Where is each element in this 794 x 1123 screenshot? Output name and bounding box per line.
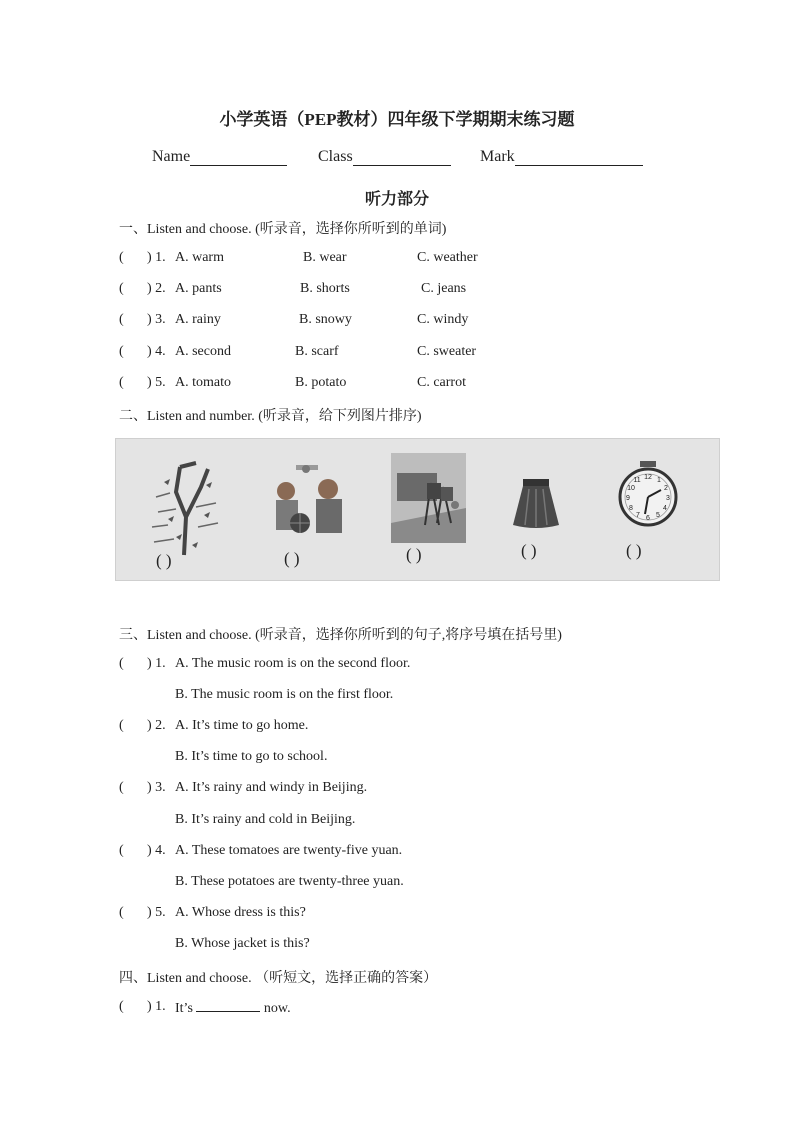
- picture-4-paren[interactable]: ( ): [521, 541, 537, 560]
- picture-1-paren[interactable]: ( ): [156, 551, 172, 570]
- svg-text:9: 9: [626, 495, 630, 502]
- s3-item-4-option-b: B. These potatoes are twenty-three yuan.: [175, 874, 404, 889]
- s3-item-5-num: ) 5.: [147, 905, 166, 920]
- boys-basketball-icon: [266, 461, 361, 551]
- section2-heading: 二、Listen and number. (听录音，给下列图片排序): [119, 409, 422, 424]
- s3-item-5-paren[interactable]: (: [119, 905, 124, 920]
- s4-item-1-sentence: [175, 999, 291, 1017]
- s3-item-3-option-b: B. It’s rainy and cold in Beijing.: [175, 812, 356, 827]
- svg-text:1: 1: [657, 477, 661, 484]
- s3-item-1-option-b: B. The music room is on the first floor.: [175, 687, 394, 702]
- mark-blank[interactable]: [515, 149, 643, 166]
- svg-text:2: 2: [664, 485, 668, 492]
- section-subtitle: 听力部分: [364, 191, 429, 208]
- s1-item-3-option-b: B. snowy: [299, 312, 352, 327]
- windy-tree-icon: [146, 457, 226, 557]
- svg-text:11: 11: [633, 477, 641, 484]
- picture-5-paren[interactable]: ( ): [626, 541, 642, 560]
- svg-text:8: 8: [629, 505, 633, 512]
- class-field[interactable]: [318, 148, 451, 166]
- svg-text:3: 3: [666, 495, 670, 502]
- s4-item-1-pre: It’s: [175, 1001, 193, 1016]
- clock-icon: [618, 461, 678, 527]
- s1-item-2-option-a: A. pants: [175, 281, 222, 296]
- s1-item-5-num: ) 5.: [147, 375, 166, 390]
- answer-paren[interactable]: (: [119, 312, 124, 327]
- name-label: Name: [152, 148, 191, 165]
- skirt-icon: [511, 477, 561, 532]
- s1-item-2-num: ) 2.: [147, 281, 166, 296]
- s3-item-4-paren[interactable]: (: [119, 843, 124, 858]
- name-field[interactable]: [152, 148, 287, 166]
- s1-item-5-option-a: A. tomato: [175, 375, 231, 390]
- s4-item-1-paren[interactable]: (: [119, 999, 124, 1014]
- s1-item-5-option-c: C. carrot: [417, 375, 466, 390]
- s1-item-4-option-b: B. scarf: [295, 344, 339, 359]
- s1-item-1-option-b: B. wear: [303, 250, 347, 265]
- answer-paren[interactable]: (: [119, 344, 124, 359]
- class-blank[interactable]: [353, 149, 451, 166]
- s3-item-1-paren[interactable]: (: [119, 656, 124, 671]
- answer-paren[interactable]: (: [119, 375, 124, 390]
- svg-text:4: 4: [663, 505, 667, 512]
- s1-item-2-option-b: B. shorts: [300, 281, 350, 296]
- answer-paren[interactable]: (: [119, 250, 124, 265]
- s3-item-4-option-a: A. These tomatoes are twenty-five yuan.: [175, 843, 403, 858]
- section3-heading: 三、Listen and choose. (听录音，选择你所听到的句子,将序号填在括号里): [119, 628, 562, 643]
- page-title: 小学英语（PEP教材）四年级下学期期末练习题: [219, 110, 575, 129]
- s3-item-3-num: ) 3.: [147, 780, 166, 795]
- s1-item-3-num: ) 3.: [147, 312, 166, 327]
- s1-item-3-option-c: C. windy: [417, 312, 469, 327]
- mark-label: Mark: [480, 148, 515, 165]
- s1-item-4-num: ) 4.: [147, 344, 166, 359]
- svg-text:6: 6: [646, 515, 650, 522]
- class-label: Class: [318, 148, 353, 165]
- svg-text:12: 12: [644, 474, 652, 481]
- svg-text:7: 7: [636, 512, 640, 519]
- s4-item-1-num: ) 1.: [147, 999, 166, 1014]
- picture-2-paren[interactable]: ( ): [284, 549, 300, 568]
- mark-field[interactable]: [480, 148, 643, 166]
- name-blank[interactable]: [190, 149, 287, 166]
- s3-item-2-option-a: A. It’s time to go home.: [175, 718, 309, 733]
- answer-paren[interactable]: (: [119, 281, 124, 296]
- s3-item-5-option-a: A. Whose dress is this?: [175, 905, 306, 920]
- s3-item-2-num: ) 2.: [147, 718, 166, 733]
- s1-item-2-option-c: C. jeans: [421, 281, 467, 296]
- s1-item-1-option-c: C. weather: [417, 250, 478, 265]
- s3-item-2-paren[interactable]: (: [119, 718, 124, 733]
- s1-item-1-option-a: A. warm: [175, 250, 224, 265]
- s3-item-1-option-a: A. The music room is on the second floor.: [175, 656, 411, 671]
- s3-item-4-num: ) 4.: [147, 843, 166, 858]
- s1-item-4-option-a: A. second: [175, 344, 231, 359]
- s3-item-3-paren[interactable]: (: [119, 780, 124, 795]
- svg-text:10: 10: [627, 485, 635, 492]
- s4-item-1-post: now.: [263, 1001, 291, 1016]
- svg-text:5: 5: [656, 512, 660, 519]
- section1-heading: 一、Listen and choose. (听录音，选择你所听到的单词): [119, 222, 447, 237]
- section4-heading: 四、Listen and choose. （听短文，选择正确的答案）: [119, 971, 438, 986]
- s3-item-1-num: ) 1.: [147, 656, 166, 671]
- s1-item-4-option-c: C. sweater: [417, 344, 477, 359]
- s3-item-5-option-b: B. Whose jacket is this?: [175, 936, 310, 951]
- s1-item-1-num: ) 1.: [147, 250, 166, 265]
- s3-item-2-option-b: B. It’s time to go to school.: [175, 749, 328, 764]
- art-room-icon: [391, 453, 466, 543]
- s1-item-5-option-b: B. potato: [295, 375, 347, 390]
- s1-item-3-option-a: A. rainy: [175, 312, 221, 327]
- s4-item-1-blank[interactable]: [196, 999, 260, 1012]
- picture-3-paren[interactable]: ( ): [406, 545, 422, 564]
- s3-item-3-option-a: A. It’s rainy and windy in Beijing.: [175, 780, 368, 795]
- picture-strip: [115, 438, 720, 581]
